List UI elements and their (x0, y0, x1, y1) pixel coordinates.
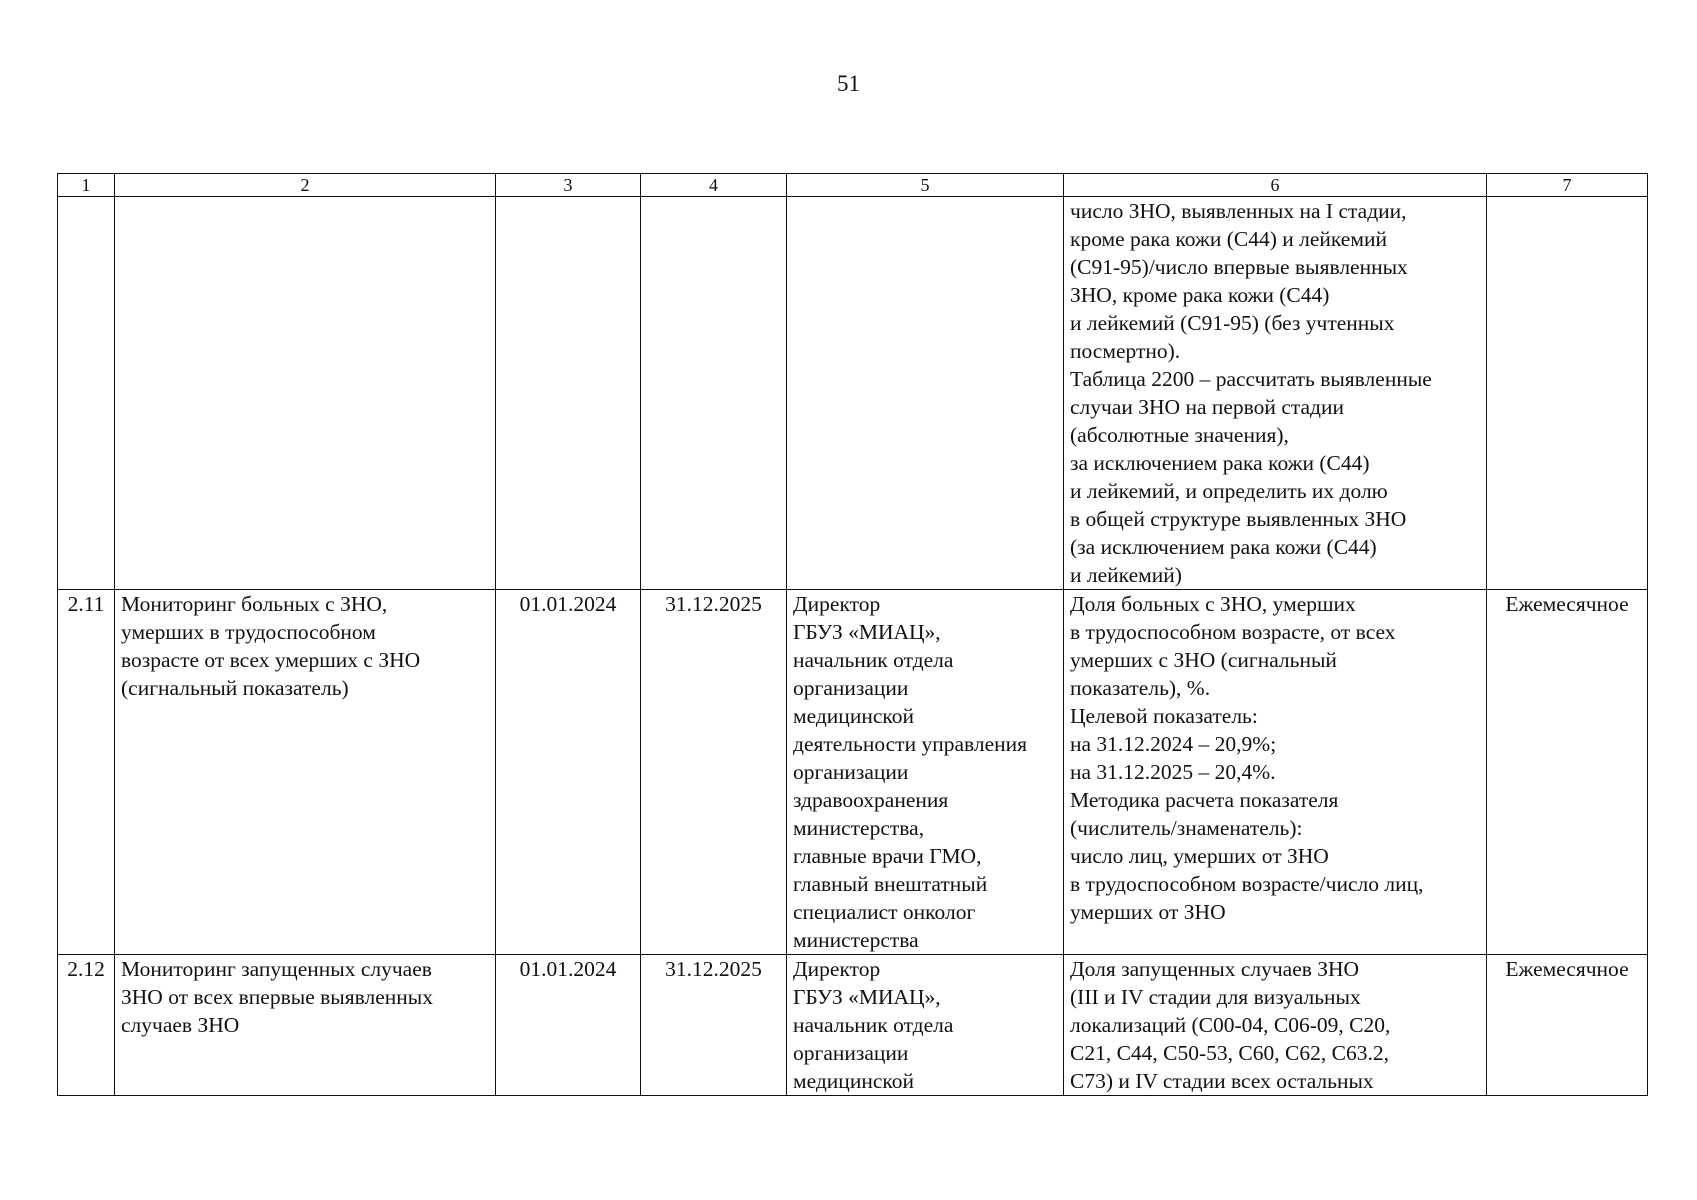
indicator-cell (1064, 590, 1487, 955)
row-number-cell: 2.12 (58, 955, 115, 1096)
end-date-cell: 31.12.2025 (641, 590, 787, 955)
cell-text-line: медицинской (793, 704, 914, 728)
cell-text-line: Методика расчета показателя (1070, 788, 1339, 812)
cell-text-line: Директор (793, 592, 881, 616)
measure-name-cell (115, 955, 496, 1096)
end-date-cell: 31.12.2025 (641, 955, 787, 1096)
cell-text-line: случаи ЗНО на первой стадии (1070, 395, 1345, 419)
cell-text-line: число лиц, умерших от ЗНО (1070, 844, 1329, 868)
indicator-cell (1064, 197, 1487, 590)
cell-text-line: ГБУЗ «МИАЦ», (793, 985, 941, 1009)
column-number-header-row (58, 174, 1648, 197)
cell-text-line: и лейкемий, и определить их долю (1070, 479, 1388, 503)
cell-text-line: начальник отдела (793, 1013, 954, 1037)
cell-text-line: Таблица 2200 – рассчитать выявленные (1070, 367, 1432, 391)
start-date-cell: 01.01.2024 (496, 955, 641, 1096)
table-row (58, 197, 1648, 590)
cell-text-line: показатель), %. (1070, 676, 1211, 700)
cell-text-line: начальник отдела (793, 648, 954, 672)
cell-text-line: ЗНО, кроме рака кожи (С44) (1070, 283, 1330, 307)
column-header-1: 1 (58, 174, 115, 197)
column-header-2: 2 (115, 174, 496, 197)
frequency-cell (1487, 197, 1648, 590)
start-date-cell: 01.01.2024 (496, 590, 641, 955)
frequency-cell: Ежемесячное (1487, 955, 1648, 1096)
cell-text-line: Доля запущенных случаев ЗНО (1070, 957, 1360, 981)
cell-text-line: организации (793, 760, 909, 784)
cell-text-line: и лейкемий (С91-95) (без учтенных (1070, 311, 1395, 335)
column-header-3: 3 (496, 174, 641, 197)
column-header-5: 5 (787, 174, 1064, 197)
cell-text-line: Мониторинг запущенных случаев (121, 957, 432, 981)
cell-text-line: и лейкемий) (1070, 563, 1182, 587)
cell-text-line: возрасте от всех умерших с ЗНО (121, 648, 421, 672)
cell-text-line: главные врачи ГМО, (793, 844, 982, 868)
cell-text-line: ЗНО от всех впервые выявленных (121, 985, 433, 1009)
measure-name-cell (115, 197, 496, 590)
column-header-4: 4 (641, 174, 787, 197)
cell-text-line: в трудоспособном возрасте, от всех (1070, 620, 1396, 644)
indicator-cell (1064, 955, 1487, 1096)
cell-text-line: министерства (793, 928, 919, 952)
cell-text-line: главный внештатный (793, 872, 988, 896)
cell-text-line: в общей структуре выявленных ЗНО (1070, 507, 1407, 531)
cell-text-line: умерших в трудоспособном (121, 620, 376, 644)
responsible-cell (787, 590, 1064, 955)
cell-text-line: медицинской (793, 1069, 914, 1093)
plan-table (57, 173, 1648, 1096)
cell-text-line: Доля больных с ЗНО, умерших (1070, 592, 1356, 616)
column-header-7: 7 (1487, 174, 1648, 197)
cell-text-line: посмертно). (1070, 339, 1181, 363)
cell-text-line: в трудоспособном возрасте/число лиц, (1070, 872, 1424, 896)
cell-text-line: Целевой показатель: (1070, 704, 1258, 728)
cell-text-line: специалист онколог (793, 900, 976, 924)
cell-text-line: на 31.12.2025 – 20,4%. (1070, 760, 1276, 784)
cell-text-line: Мониторинг больных с ЗНО, (121, 592, 388, 616)
page-number: 51 (837, 71, 860, 96)
measure-name-cell (115, 590, 496, 955)
end-date-cell (641, 197, 787, 590)
cell-text-line: (абсолютные значения), (1070, 423, 1289, 447)
cell-text-line: (числитель/знаменатель): (1070, 816, 1303, 840)
row-number-cell: 2.11 (58, 590, 115, 955)
cell-text-line: деятельности управления (793, 732, 1028, 756)
cell-text-line: случаев ЗНО (121, 1013, 240, 1037)
cell-text-line: (С91-95)/число впервые выявленных (1070, 255, 1408, 279)
responsible-cell (787, 197, 1064, 590)
frequency-cell: Ежемесячное (1487, 590, 1648, 955)
cell-text-line: (сигнальный показатель) (121, 676, 349, 700)
cell-text-line: здравоохранения (793, 788, 949, 812)
cell-text-line: за исключением рака кожи (С44) (1070, 451, 1370, 475)
cell-text-line: умерших от ЗНО (1070, 900, 1226, 924)
table-row (58, 955, 1648, 1096)
cell-text-line: число ЗНО, выявленных на I стадии, (1070, 199, 1407, 223)
cell-text-line: организации (793, 676, 909, 700)
cell-text-line: С21, С44, С50-53, С60, С62, С63.2, (1070, 1041, 1389, 1065)
cell-text-line: (III и IV стадии для визуальных (1070, 985, 1361, 1009)
responsible-cell (787, 955, 1064, 1096)
cell-text-line: Директор (793, 957, 881, 981)
row-number-cell (58, 197, 115, 590)
cell-text-line: министерства, (793, 816, 925, 840)
start-date-cell (496, 197, 641, 590)
table-row (58, 590, 1648, 955)
cell-text-line: ГБУЗ «МИАЦ», (793, 620, 941, 644)
cell-text-line: локализаций (С00-04, С06-09, С20, (1070, 1013, 1391, 1037)
cell-text-line: С73) и IV стадии всех остальных (1070, 1069, 1374, 1093)
cell-text-line: умерших с ЗНО (сигнальный (1070, 648, 1337, 672)
cell-text-line: организации (793, 1041, 909, 1065)
cell-text-line: (за исключением рака кожи (С44) (1070, 535, 1377, 559)
cell-text-line: на 31.12.2024 – 20,9%; (1070, 732, 1277, 756)
cell-text-line: кроме рака кожи (С44) и лейкемий (1070, 227, 1387, 251)
column-header-6: 6 (1064, 174, 1487, 197)
